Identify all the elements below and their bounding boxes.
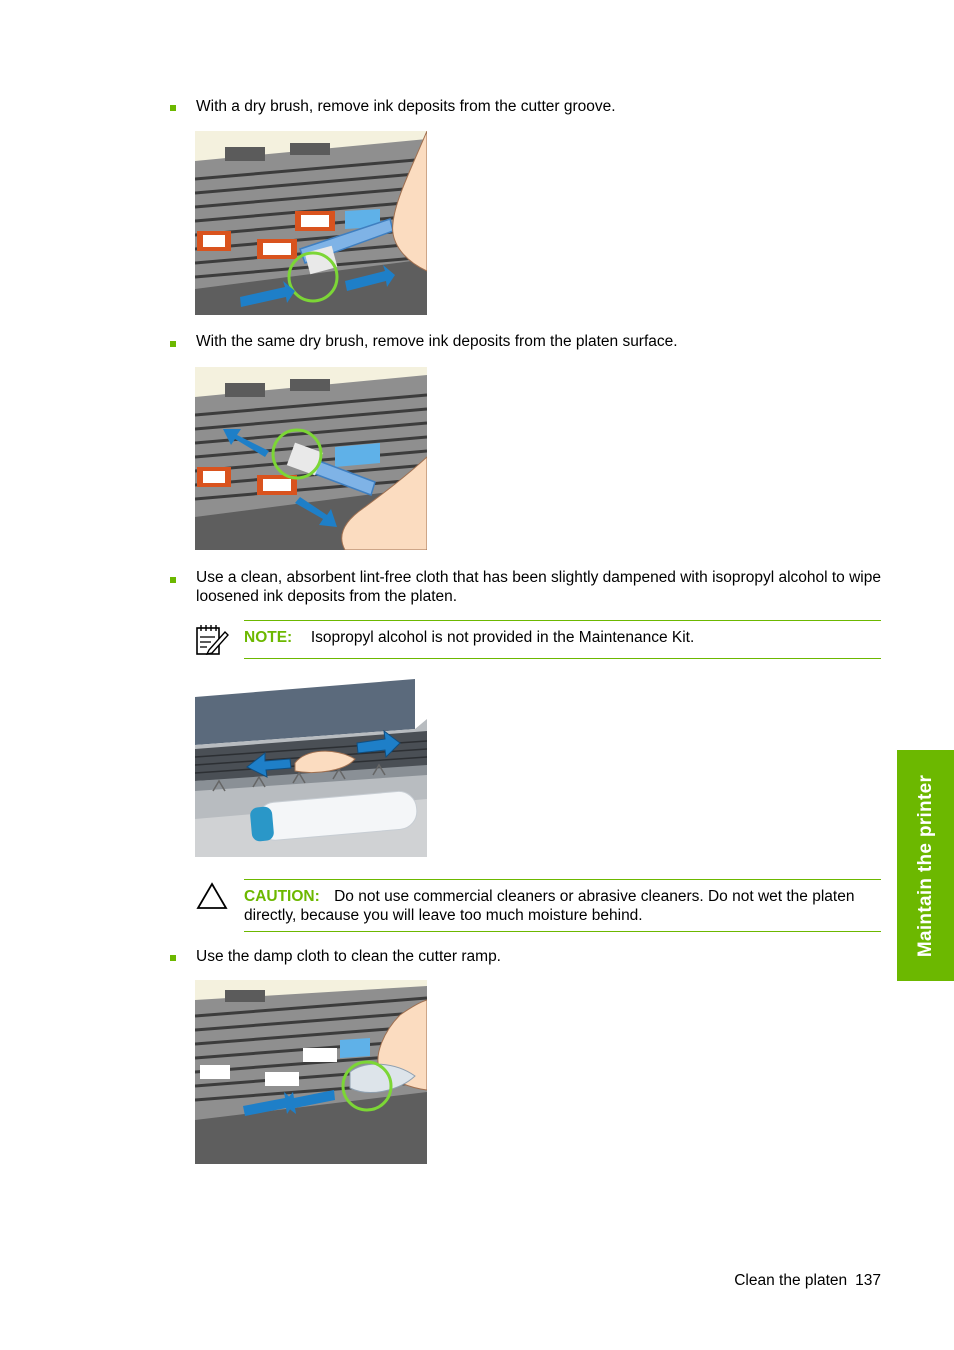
page-footer xyxy=(734,1272,881,1290)
caution-text xyxy=(244,887,880,925)
step-2-text: With the same dry brush, remove ink deposits from the platen surface. xyxy=(196,333,678,350)
illustration-cutter-groove-brush xyxy=(195,131,427,315)
caution-label: CAUTION: xyxy=(244,888,320,905)
step-bullet xyxy=(170,955,176,961)
caution-rule-bottom xyxy=(244,931,881,932)
caution-body: Do not use commercial cleaners or abrasive cleaners. Do not wet the platen directly, because you will leave too much moisture behind. xyxy=(244,888,855,924)
note-text xyxy=(244,628,884,647)
note-rule-bottom xyxy=(244,658,881,659)
step-bullet xyxy=(170,341,176,347)
note-label: NOTE: xyxy=(244,629,293,646)
step-bullet xyxy=(170,105,176,111)
step-3-text: Use a clean, absorbent lint-free cloth that has been slightly dampened with isopropyl alcohol to wipe loosened ink deposits from the platen. xyxy=(196,569,881,605)
step-bullet xyxy=(170,577,176,583)
note-icon xyxy=(195,624,229,661)
step-1-text: With a dry brush, remove ink deposits from the cutter groove. xyxy=(196,98,616,115)
chapter-side-tab xyxy=(897,750,954,981)
illustration-cutter-ramp-cloth xyxy=(195,980,427,1164)
footer-section-title: Clean the platen xyxy=(734,1272,848,1289)
step-4-text: Use the damp cloth to clean the cutter ramp. xyxy=(196,948,501,965)
illustration-wipe-platen-cloth xyxy=(195,679,427,857)
note-body: Isopropyl alcohol is not provided in the Maintenance Kit. xyxy=(310,629,695,646)
caution-rule-top xyxy=(244,879,881,880)
chapter-side-tab-label: Maintain the printer xyxy=(914,774,936,957)
illustration-platen-surface-brush xyxy=(195,367,427,550)
caution-triangle-icon xyxy=(196,882,228,915)
footer-page-number: 137 xyxy=(855,1272,881,1289)
note-rule-top xyxy=(244,620,881,621)
